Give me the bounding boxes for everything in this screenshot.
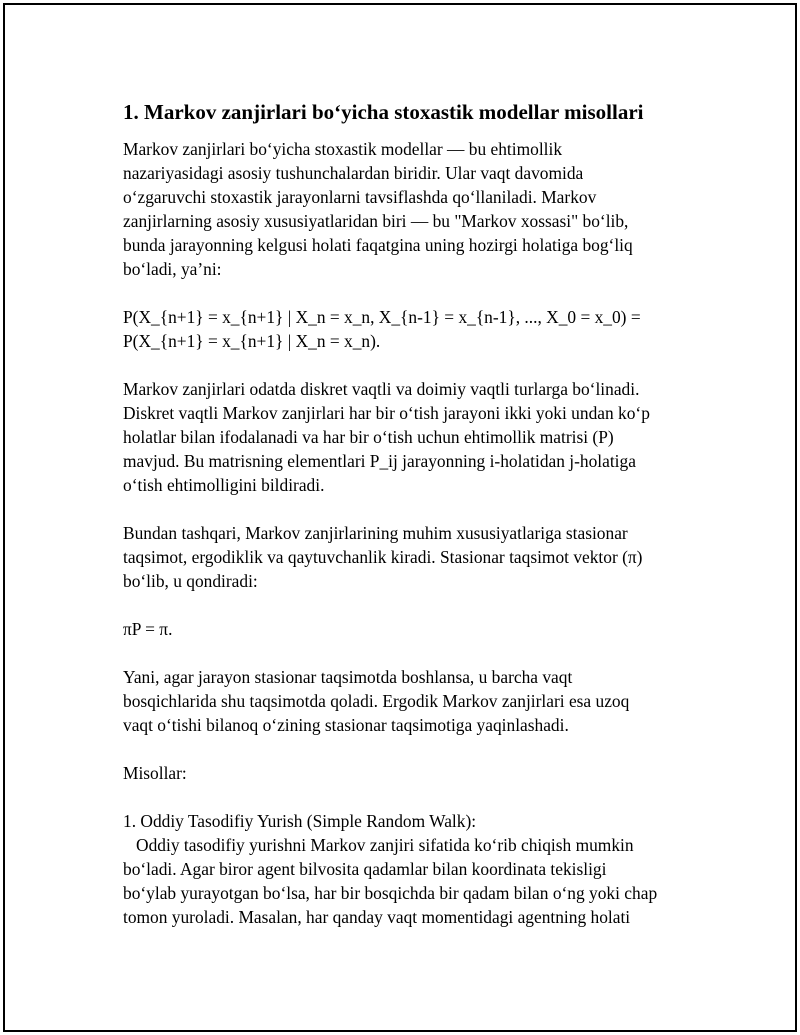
- text-line: o‘zgaruvchi stoxastik jarayonlarni tavsiflashda qo‘llaniladi. Markov: [123, 187, 597, 207]
- text-line: bunda jarayonning kelgusi holati faqatgina uning hozirgi holatiga bog‘liq: [123, 235, 633, 255]
- paragraph-gap: [123, 785, 703, 809]
- text-line: Markov zanjirlari odatda diskret vaqtli va doimiy vaqtli turlarga bo‘linadi.: [123, 379, 640, 399]
- text-line: Diskret vaqtli Markov zanjirlari har bir o‘tish jarayoni ikki yoki undan ko‘p: [123, 403, 650, 423]
- text-line: bo‘ylab yurayotgan bo‘lsa, har bir bosqichda bir qadam bilan o‘ng yoki chap: [123, 883, 658, 903]
- list-item-title: 1. Oddiy Tasodifiy Yurish (Simple Random Walk):: [123, 811, 477, 831]
- section-heading: 1. Markov zanjirlari bo‘yicha stoxastik modellar misollari: [123, 100, 644, 124]
- text-line: bosqichlarida shu taqsimotda qoladi. Ergodik Markov zanjirlari esa uzoq: [123, 691, 630, 711]
- paragraph: [123, 761, 703, 785]
- paragraph: [123, 665, 703, 737]
- text-line: Bundan tashqari, Markov zanjirlarining muhim xususiyatlariga stasionar: [123, 523, 628, 543]
- text-line: bo‘ladi, ya’ni:: [123, 259, 222, 279]
- text-line: bo‘lib, u qondiradi:: [123, 571, 258, 591]
- text-line: taqsimot, ergodiklik va qaytuvchanlik kiradi. Stasionar taqsimot vektor (π): [123, 547, 643, 567]
- text-line: holatlar bilan ifodalanadi va har bir o‘tish uchun ehtimollik matrisi (P): [123, 427, 614, 447]
- formula-paragraph: [123, 617, 703, 641]
- text-line: Oddiy tasodifiy yurishni Markov zanjiri sifatida ko‘rib chiqish mumkin: [123, 835, 634, 855]
- document-body: [123, 137, 703, 929]
- formula-line: P(X_{n+1} = x_{n+1} | X_n = x_n, X_{n-1} = x_{n-1}, ..., X_0 = x_0) =: [123, 307, 641, 327]
- paragraph-gap: [123, 641, 703, 665]
- paragraph: [123, 377, 703, 497]
- text-line: Misollar:: [123, 763, 187, 783]
- text-line: zanjirlarning asosiy xususiyatlaridan biri — bu "Markov xossasi" bo‘lib,: [123, 211, 629, 231]
- text-line: vaqt o‘tishi bilanoq o‘zining stasionar taqsimotiga yaqinlashadi.: [123, 715, 569, 735]
- text-line: Yani, agar jarayon stasionar taqsimotda boshlansa, u barcha vaqt: [123, 667, 573, 687]
- text-line: Markov zanjirlari bo‘yicha stoxastik modellar — bu ehtimollik: [123, 139, 563, 159]
- paragraph: [123, 137, 703, 281]
- text-line: o‘tish ehtimolligini bildiradi.: [123, 475, 325, 495]
- document-content: [123, 99, 703, 929]
- paragraph-gap: [123, 497, 703, 521]
- text-line: bo‘ladi. Agar biror agent bilvosita qadamlar bilan koordinata tekisligi: [123, 859, 607, 879]
- text-line: tomon yuroladi. Masalan, har qanday vaqt momentidagi agentning holati: [123, 907, 631, 927]
- text-line: mavjud. Bu matrisning elementlari P_ij jarayonning i-holatidan j-holatiga: [123, 451, 636, 471]
- paragraph-gap: [123, 353, 703, 377]
- formula-line: P(X_{n+1} = x_{n+1} | X_n = x_n).: [123, 331, 381, 351]
- formula-paragraph: [123, 305, 703, 353]
- page-border: [3, 3, 797, 1032]
- paragraph: [123, 521, 703, 593]
- paragraph-gap: [123, 281, 703, 305]
- paragraph-gap: [123, 737, 703, 761]
- formula-line: πP = π.: [123, 619, 173, 639]
- list-item: [123, 809, 703, 929]
- text-line: nazariyasidagi asosiy tushunchalardan biridir. Ular vaqt davomida: [123, 163, 584, 183]
- paragraph-gap: [123, 593, 703, 617]
